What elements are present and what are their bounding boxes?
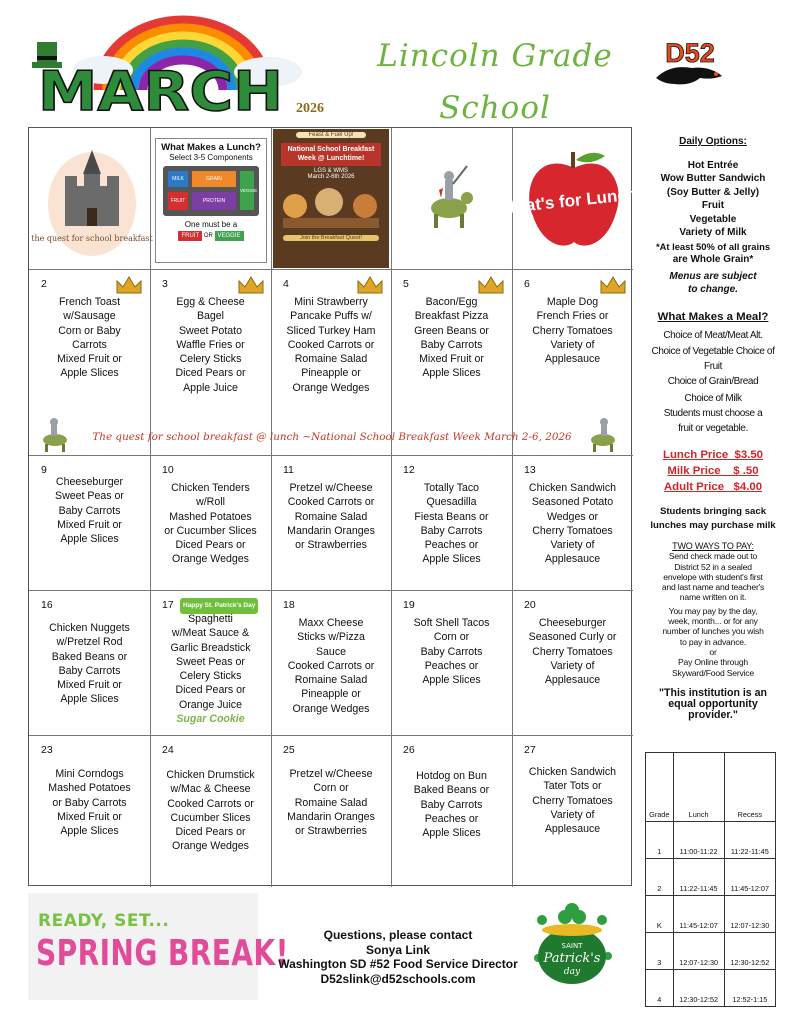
- daily-options-title: Daily Options:: [679, 136, 747, 147]
- menu-item: Apple Slices: [60, 367, 119, 380]
- menu-item: Baby Carrots: [420, 524, 483, 537]
- menu-item: Corn or: [433, 631, 470, 644]
- table-cell: 1: [646, 822, 674, 859]
- stpat-text-2: Patrick's: [543, 951, 601, 966]
- panther-icon: [656, 67, 722, 84]
- menu-item: Baby Carrots: [420, 645, 483, 658]
- what-makes-title: What Makes a Lunch?: [161, 142, 261, 153]
- crown-icon: [115, 275, 143, 297]
- menu-item: Sticks w/Pizza: [297, 631, 365, 644]
- pay-line: number of lunches you wish: [662, 626, 764, 637]
- menu-item: Sauce: [315, 645, 347, 658]
- menu-item: Mandarin Oranges: [287, 524, 375, 537]
- menu-item: Variety of: [550, 338, 595, 351]
- menu-item: Seasoned Curly or: [528, 631, 617, 644]
- poster-schools: LGS & WMS: [313, 168, 348, 174]
- menu-item: Tater Tots or: [543, 780, 602, 793]
- table-row: [646, 896, 776, 933]
- contact-line: Questions, please contact: [323, 928, 473, 942]
- contact-name: Sonya Link: [365, 942, 430, 957]
- tray-protein: PROTEIN: [192, 192, 236, 210]
- d52-logo: [650, 38, 730, 92]
- pay-line: week, month... or for any: [668, 616, 758, 627]
- crown-icon: [237, 275, 265, 297]
- menu-item: Chicken Sandwich: [528, 482, 617, 494]
- menu-item: Hotdog on Bun: [416, 770, 487, 782]
- day-number: 18: [283, 599, 295, 611]
- day-number: 26: [403, 744, 415, 756]
- day-number: 23: [41, 744, 53, 756]
- daily-option: Variety of Milk: [679, 227, 747, 238]
- breakfast-week-banner: The quest for school breakfast @ lunch ~National School Breakfast Week March 2-6, 2026: [92, 431, 572, 443]
- menu-item: Mini Corndogs: [55, 768, 124, 780]
- menu-item: Pineapple or: [301, 688, 361, 701]
- knight-icon: [43, 418, 67, 452]
- daily-option: Hot Entrée: [687, 159, 739, 171]
- menu-item: Baby Carrots: [58, 504, 121, 517]
- menu-item: Cooked Carrots or: [287, 338, 375, 351]
- table-cell: 2: [646, 859, 674, 896]
- meal-title: What Makes a Meal?: [657, 310, 769, 323]
- crown-icon: [599, 275, 627, 297]
- d52-logo-text: D52: [665, 38, 715, 68]
- meal-line: Choice of Grain/Bread: [667, 376, 759, 387]
- meal-line: Choice of Vegetable Choice of: [651, 346, 775, 357]
- pay-line: envelope with student's first: [663, 571, 763, 582]
- day-number: 2: [41, 278, 47, 290]
- table-cell: 11:00-11:22: [673, 822, 724, 859]
- menu-item: w/Sausage: [63, 310, 116, 323]
- table-header: Lunch: [673, 753, 724, 822]
- menu-item: Garlic Breadstick: [170, 641, 251, 654]
- menu-item: w/Meat Sauce &: [171, 627, 250, 640]
- march-header-logo: [28, 10, 348, 125]
- menu-item: Apple Slices: [60, 533, 119, 546]
- menu-item: Applesauce: [544, 553, 601, 566]
- breakfast-characters-icon: [273, 180, 389, 230]
- menu-item: Apple Slices: [422, 553, 481, 566]
- menu-item: Mashed Potatoes: [48, 782, 131, 795]
- table-header-row: [646, 753, 776, 822]
- menu-item: or Strawberries: [295, 825, 367, 838]
- menu-item: Cooked Carrots or: [287, 659, 375, 672]
- menu-item: Pretzel w/Cheese: [289, 768, 373, 780]
- day-number: 5: [403, 278, 409, 290]
- menu-item: Baby Carrots: [420, 338, 483, 351]
- grain-note: *At least 50% of all grains: [655, 240, 771, 252]
- menu-item: Totally Taco: [423, 482, 480, 494]
- table-cell: 11:22-11:45: [724, 822, 775, 859]
- whats-for-lunch-apple: [498, 146, 649, 258]
- table-cell: 12:07-12:30: [724, 896, 775, 933]
- menu-item: Soft Shell Tacos: [413, 617, 490, 629]
- what-makes-lunch-poster: [155, 138, 267, 263]
- menu-item: Breakfast Pizza: [414, 310, 489, 323]
- menu-item: Romaine Salad: [294, 796, 368, 809]
- table-cell: 4: [646, 970, 674, 1007]
- poster-dates: March 2-6th 2026: [307, 174, 355, 180]
- pay-title: TWO WAYS TO PAY:: [672, 541, 754, 551]
- menu-item: Mixed Fruit or: [57, 679, 122, 692]
- menu-item: Bacon/Egg: [425, 296, 478, 308]
- menu-item: French Fries or: [536, 310, 609, 323]
- menu-item: Chicken Tenders: [171, 482, 250, 494]
- menu-item: Spaghetti: [188, 613, 233, 625]
- menu-item: Cherry Tomatoes: [532, 794, 613, 807]
- menu-item: Egg & Cheese: [176, 296, 245, 308]
- menu-calendar: [28, 127, 649, 886]
- veggie-tag: VEGGIE: [215, 231, 244, 241]
- table-cell: 11:45-12:07: [724, 859, 775, 896]
- menu-item: w/Roll: [196, 496, 225, 509]
- day-number: 13: [524, 464, 536, 476]
- menu-item: Corn or Baby: [58, 324, 121, 337]
- meal-line: Choice of Meat/Meat Alt.: [663, 330, 763, 341]
- lunch-price: Lunch Price $3.50: [662, 449, 764, 461]
- pay-line: District 52 in a sealed: [674, 561, 752, 572]
- table-row: [646, 822, 776, 859]
- equal-opportunity-note: provider.": [688, 708, 738, 721]
- menu-item: Applesauce: [544, 674, 601, 687]
- menu-item: Sweet Potato: [178, 324, 242, 337]
- tray-fruit: FRUIT: [168, 192, 188, 210]
- meal-line: Choice of Milk: [684, 393, 742, 404]
- equal-opportunity-note: equal opportunity: [668, 697, 758, 710]
- menu-item: Cherry Tomatoes: [532, 645, 613, 658]
- menu-item: Apple Slices: [422, 367, 481, 380]
- subject-note: to change.: [687, 284, 738, 295]
- stpat-text-3: day: [563, 967, 581, 977]
- contact-email: D52slink@d52schools.com: [320, 971, 476, 986]
- menu-item-sugar-cookie: Sugar Cookie: [176, 713, 245, 726]
- menu-item: Sweet Peas or: [176, 655, 245, 668]
- school-title-line1: Lincoln Grade: [377, 38, 613, 74]
- pay-line: or: [709, 646, 717, 657]
- menu-item: Baby Carrots: [420, 798, 483, 811]
- fruit-tag: FRUIT: [178, 231, 202, 241]
- menu-item: Peaches or: [424, 539, 479, 552]
- poster-top: Feast & Fuel Up!: [296, 132, 366, 138]
- menu-item: Sweet Peas or: [55, 490, 124, 503]
- poster-bottom: Join the Breakfast Quest!: [283, 235, 379, 241]
- knight-on-horse-icon: [431, 166, 473, 228]
- menu-item: Bagel: [196, 310, 225, 323]
- table-cell: 11:22-11:45: [673, 859, 724, 896]
- pay-line: name written on it.: [679, 592, 747, 603]
- menu-item: w/Mac & Cheese: [170, 783, 251, 796]
- sack-note: Students bringing sack: [659, 506, 767, 517]
- spring-break-text: SPRING BREAK!: [36, 933, 289, 974]
- menu-item: Apple Slices: [422, 827, 481, 840]
- menu-item: Baby Carrots: [58, 664, 121, 677]
- daily-option: Wow Butter Sandwich: [660, 173, 766, 184]
- menu-item: Romaine Salad: [294, 674, 368, 687]
- school-title: [340, 30, 650, 134]
- menu-item: Baked Beans or: [51, 650, 128, 663]
- tray-grain: GRAIN: [192, 171, 236, 187]
- menu-item: Seasoned Potato: [531, 496, 614, 509]
- menu-item: or Baby Carrots: [52, 796, 127, 809]
- what-makes-sub: Select 3-5 Components: [169, 153, 253, 162]
- day-number: 4: [283, 278, 289, 290]
- meal-line: Students must choose a: [663, 408, 763, 419]
- pay-line: to pay in advance.: [679, 636, 747, 647]
- menu-item: Peaches or: [424, 812, 479, 825]
- knight-horse-image: [419, 158, 479, 238]
- subject-note: Menus are subject: [669, 270, 757, 282]
- day-number: 25: [283, 744, 295, 756]
- info-sidebar: [640, 135, 786, 721]
- table-cell: 12:52-1:15: [724, 970, 775, 1007]
- menu-item: Variety of: [550, 539, 595, 552]
- daily-option: Vegetable: [689, 213, 737, 225]
- menu-item: Green Beans or: [414, 324, 489, 337]
- menu-item: Cooked Carrots or: [167, 797, 254, 810]
- ready-set-text: READY, SET...: [38, 911, 170, 931]
- banner-knight-right: [583, 414, 621, 454]
- menu-item: Wedges or: [546, 510, 599, 523]
- table-row: [646, 933, 776, 970]
- menu-item: w/Pretzel Rod: [56, 636, 123, 649]
- menu-item: Orange Juice: [178, 698, 242, 711]
- menu-item: Maple Dog: [546, 296, 599, 308]
- menu-item: Baked Beans or: [413, 784, 490, 797]
- knight-icon: [591, 418, 615, 452]
- day-number: 10: [162, 464, 174, 476]
- menu-item: Celery Sticks: [179, 353, 242, 366]
- menu-item: Cheeseburger: [55, 476, 124, 488]
- lunch-tray-icon: [163, 166, 259, 216]
- menu-item: Pancake Puffs w/: [290, 310, 372, 323]
- pay-line: and last name and teacher's: [661, 582, 765, 593]
- spring-break-graphic: [28, 893, 289, 1000]
- menu-item: Pineapple or: [301, 367, 361, 380]
- crown-icon: [356, 275, 384, 297]
- menu-item: Diced Pears or: [175, 826, 246, 839]
- table-cell: 12:30-12:52: [724, 933, 775, 970]
- menu-item: Cherry Tomatoes: [532, 324, 613, 337]
- day-number: 9: [41, 464, 47, 476]
- contact-info: [258, 928, 538, 986]
- day-number: 17: [162, 599, 174, 611]
- menu-item: or Cucumber Slices: [164, 524, 257, 537]
- menu-item: Cucumber Slices: [170, 811, 251, 824]
- menu-item: Applesauce: [544, 353, 601, 366]
- menu-item: Waffle Fries or: [176, 338, 245, 351]
- menu-item: Corn or: [313, 782, 349, 795]
- day-number: 12: [403, 464, 415, 476]
- meal-line: fruit or vegetable.: [678, 423, 748, 434]
- menu-item: Orange Wedges: [292, 702, 370, 715]
- day-number: 27: [524, 744, 536, 756]
- pay-line: You may pay by the day,: [668, 605, 758, 616]
- menu-item: Chicken Nuggets: [49, 622, 130, 634]
- menu-item: Chicken Sandwich: [528, 766, 617, 778]
- menu-item: Orange Wedges: [292, 381, 370, 394]
- stpat-text-1: SAINT: [561, 942, 583, 950]
- table-cell: 3: [646, 933, 674, 970]
- menu-item: Orange Wedges: [172, 553, 249, 566]
- menu-item: French Toast: [58, 296, 121, 308]
- menu-item: Cooked Carrots or: [287, 496, 375, 509]
- menu-item: Apple Slices: [422, 674, 481, 687]
- day-number: 6: [524, 278, 530, 290]
- pay-line: Skyward/Food Service: [672, 667, 754, 678]
- contact-title: Washington SD #52 Food Service Director: [278, 957, 518, 971]
- sack-note: lunches may purchase milk: [650, 519, 776, 531]
- pay-line: Send check made out to: [668, 551, 758, 562]
- st-patricks-day-graphic: [528, 898, 616, 992]
- menu-item: Peaches or: [424, 659, 479, 672]
- tray-veggie: VEGGIE: [240, 171, 254, 210]
- menu-item: Diced Pears or: [175, 684, 246, 697]
- daily-option: Fruit: [701, 200, 725, 211]
- breakfast-week-poster: [273, 129, 389, 268]
- table-row: [646, 859, 776, 896]
- menu-item: Celery Sticks: [179, 670, 242, 683]
- menu-item: Diced Pears or: [175, 367, 246, 380]
- day-number: 20: [524, 599, 536, 611]
- table-header: Grade: [646, 753, 674, 822]
- crown-icon: [477, 275, 505, 297]
- pay-line: Pay Online through: [678, 657, 748, 668]
- menu-item: Apple Slices: [60, 693, 119, 706]
- table-cell: 11:45-12:07: [673, 896, 724, 933]
- meal-line: Fruit: [703, 361, 722, 372]
- table-row: [646, 970, 776, 1007]
- menu-item: Pretzel w/Cheese: [289, 482, 373, 494]
- menu-item: Maxx Cheese: [298, 617, 364, 629]
- menu-item: Applesauce: [544, 823, 601, 836]
- menu-item: Carrots: [72, 338, 107, 351]
- menu-item: Mixed Fruit or: [57, 353, 122, 366]
- menu-item: or Strawberries: [295, 539, 367, 552]
- table-cell: 12:30-12:52: [673, 970, 724, 1007]
- menu-item: Diced Pears or: [175, 539, 246, 552]
- menu-item: Sliced Turkey Ham: [286, 324, 376, 337]
- menu-item: Quesadilla: [426, 496, 477, 509]
- adult-price: Adult Price $4.00: [663, 481, 763, 493]
- quest-castle-image: [31, 136, 153, 261]
- menu-item: Mandarin Oranges: [287, 810, 375, 823]
- poster-title: National School Breakfast Week @ Lunchtime!: [281, 143, 381, 166]
- menu-item: Romaine Salad: [294, 353, 368, 366]
- menu-item: Cheeseburger: [538, 617, 607, 629]
- menu-item: Variety of: [550, 659, 595, 672]
- menu-item: Romaine Salad: [294, 510, 368, 523]
- menu-item: Cherry Tomatoes: [532, 524, 613, 537]
- day-number: 19: [403, 599, 415, 611]
- day-number: 16: [41, 599, 53, 611]
- st-patricks-badge: Happy St. Patrick's Day: [180, 598, 258, 614]
- banner-knight-left: [37, 414, 75, 454]
- menu-item: Apple Juice: [183, 381, 238, 394]
- menu-item: Mixed Fruit or: [57, 810, 122, 823]
- menu-item: Fiesta Beans or: [414, 510, 489, 523]
- tray-milk: MILK: [168, 171, 188, 187]
- table-cell: K: [646, 896, 674, 933]
- menu-item: Mini Strawberry: [294, 296, 368, 308]
- menu-item: Mixed Fruit or: [57, 518, 122, 531]
- menu-item: Mashed Potatoes: [169, 510, 252, 523]
- day-number: 3: [162, 278, 168, 290]
- or-tag: OR: [203, 233, 213, 239]
- one-must-text: One must be a: [184, 220, 238, 229]
- apple-text: What's for Lunch?: [498, 183, 649, 218]
- menu-item: Chicken Drumstick: [166, 769, 255, 781]
- day-number: 11: [283, 464, 294, 476]
- milk-price: Milk Price $ .50: [667, 465, 759, 477]
- day-number: 24: [162, 744, 174, 756]
- menu-item: Mixed Fruit or: [419, 353, 484, 366]
- table-header: Recess: [724, 753, 775, 822]
- school-title-line2: School: [439, 90, 551, 126]
- month-title: MARCH: [38, 60, 283, 123]
- grain-note: are Whole Grain*: [672, 254, 754, 265]
- menu-item: Apple Slices: [60, 825, 119, 838]
- menu-item: Variety of: [550, 808, 595, 821]
- menu-item: Orange Wedges: [172, 840, 249, 853]
- daily-option: (Soy Butter & Jelly): [666, 186, 760, 198]
- month-year: 2026: [296, 101, 324, 116]
- quest-label: the quest for school breakfast: [31, 234, 153, 243]
- lunch-schedule-table: [645, 752, 776, 1007]
- equal-opportunity-note: "This institution is an: [658, 686, 768, 699]
- table-cell: 12:07-12:30: [673, 933, 724, 970]
